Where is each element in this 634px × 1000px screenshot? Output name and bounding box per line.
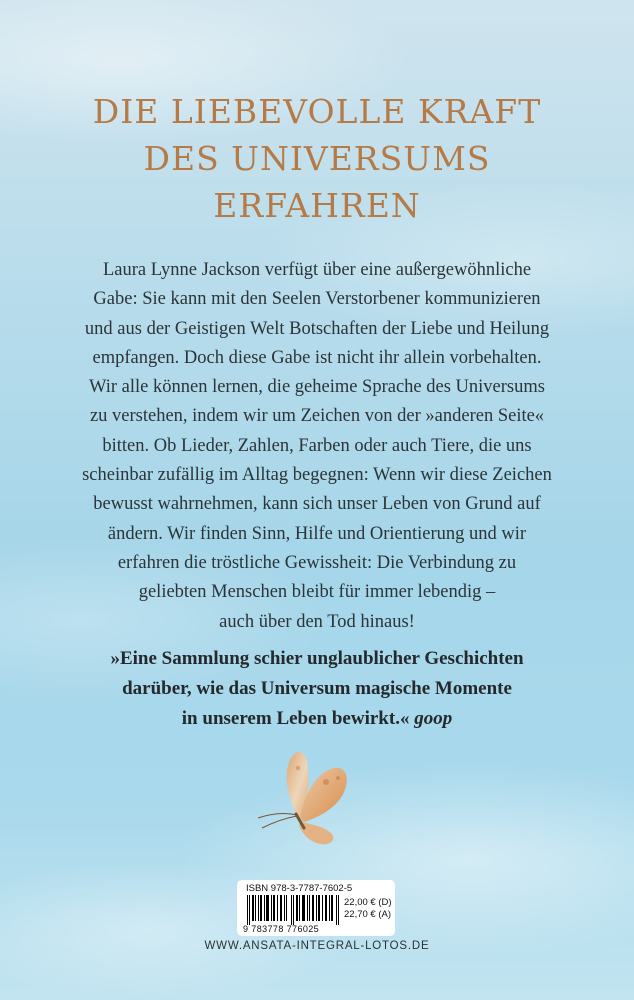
blurb: [0, 256, 634, 637]
headline: [0, 88, 634, 229]
headline-line: DIE LIEBEVOLLE KRAFT: [92, 92, 542, 131]
blurb-line: bitten. Ob Lieder, Zahlen, Farben oder auch Tiere, die uns: [102, 435, 532, 456]
quote-line: in unserem Leben bewirkt.«: [181, 708, 410, 729]
blurb-line: ändern. Wir finden Sinn, Hilfe und Orientierung und wir: [107, 523, 527, 544]
barcode-number: 9 783778 776025: [243, 924, 320, 934]
blurb-line: Laura Lynne Jackson verfügt über eine außergewöhnliche: [102, 260, 532, 280]
price-austria: 22,70 € (A): [344, 909, 391, 920]
price-germany: 22,00 € (D): [344, 897, 392, 908]
headline-line: ERFAHREN: [213, 186, 421, 225]
blurb-line: geliebten Menschen bleibt für immer lebendig –: [138, 582, 496, 603]
barcode-icon: [247, 895, 339, 925]
headline-line: DES UNIVERSUMS: [143, 139, 491, 178]
publisher-url: WWW.ANSATA-INTEGRAL-LOTOS.DE: [204, 940, 430, 952]
blurb-line: und aus der Geistigen Welt Botschaften der Liebe und Heilung: [84, 318, 550, 339]
isbn-number: ISBN 978-3-7787-7602-5: [246, 883, 353, 894]
barcode-label: [237, 880, 395, 936]
butterfly-illustration: [252, 748, 362, 848]
quote-line: darüber, wie das Universum magische Momente: [122, 678, 512, 699]
blurb-line: erfahren die tröstliche Gewissheit: Die Verbindung zu: [117, 552, 517, 573]
blurb-line: zu verstehen, indem wir um Zeichen von der »anderen Seite«: [89, 406, 545, 427]
quote-line: »Eine Sammlung schier unglaublicher Geschichten: [110, 648, 524, 669]
press-quote: [0, 644, 634, 734]
blurb-line: Wir alle können lernen, die geheime Sprache des Universums: [89, 377, 545, 398]
blurb-line: bewusst wahrnehmen, kann sich unser Leben von Grund auf: [93, 494, 541, 515]
quote-source: goop: [414, 708, 453, 729]
blurb-line: scheinbar zufällig im Alltag begegnen: Wenn wir diese Zeichen: [82, 465, 552, 486]
blurb-line: empfangen. Doch diese Gabe ist nicht ihr allein vorbehalten.: [92, 347, 542, 368]
blurb-line: auch über den Tod hinaus!: [219, 611, 415, 632]
quote-line-final: [0, 704, 634, 734]
blurb-line: Gabe: Sie kann mit den Seelen Verstorbener kommunizieren: [93, 289, 541, 310]
